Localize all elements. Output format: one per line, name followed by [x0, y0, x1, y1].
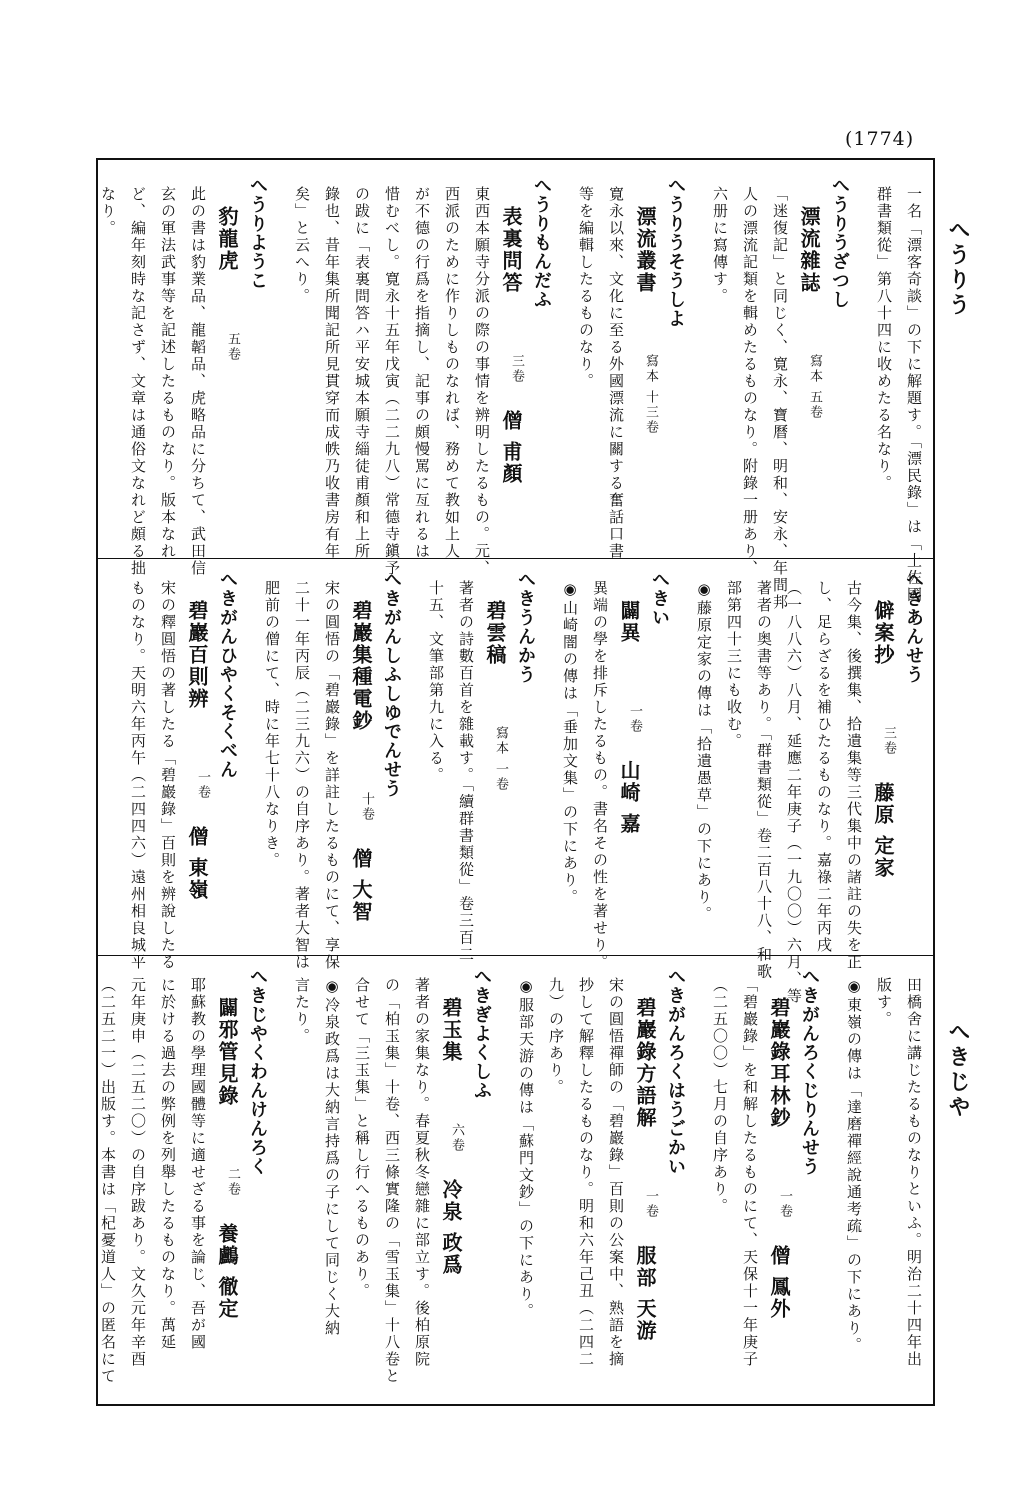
- dictionary-entry: [284, 176, 554, 577]
- entry-volumes: 寫本 五卷: [807, 354, 822, 421]
- entry-reading-heading: へきうんかう: [515, 570, 536, 684]
- dictionary-entry: [568, 176, 688, 560]
- entry-author: 僧 鳳外: [767, 1245, 791, 1320]
- entry-body-line: 宋の圓悟の「碧巖錄」を詳註したるものにて、享保: [323, 580, 341, 971]
- dictionary-entry: [90, 967, 270, 1385]
- entry-body-line: 人の漂流記類を輯めたるものなり。附錄一册あり、: [741, 186, 759, 577]
- entry-title: 表裏問答: [499, 206, 523, 294]
- entry-title: 豹龍虎: [215, 206, 239, 272]
- entry-title: 碧巖集種電鈔: [349, 600, 373, 732]
- dictionary-entry: [90, 176, 270, 577]
- entry-body-line: ◉藤原定家の傳は「拾遺愚草」の下にあり。: [695, 580, 713, 923]
- entry-body-line: ◉東嶺の傳は「達磨禪經說通考疏」の下にあり。: [845, 977, 863, 1354]
- entry-body-line: 寛永以來、文化に至る外國漂流に關する奮話口書: [607, 186, 625, 560]
- entry-reading-heading: へうりうざつし: [829, 176, 850, 309]
- entry-body-line: 等を編輯したるものなり。: [577, 186, 595, 390]
- entry-body-line: 田橋舍に講じたるものなりといふ。明治二十四年出: [905, 977, 923, 1368]
- entry-author: 藤原 定家: [871, 782, 895, 879]
- entry-author: 養鸕 徹定: [215, 1223, 239, 1320]
- entry-body-line: 「碧巖錄」を和解したるものにて、天保十一年庚子: [741, 977, 759, 1368]
- entry-body-line: 群書類從」第八十四に收めたる名なり。: [875, 186, 893, 492]
- entry-volumes: 一卷: [777, 1189, 792, 1219]
- entry-body-line: 著者の奥書等あり。「群書類從」卷二百八十八、和歌: [755, 580, 773, 981]
- entry-body-line: 言たり。: [293, 977, 311, 1045]
- entry-title-line: [216, 967, 242, 1320]
- entry-title-line: [500, 176, 526, 485]
- entry-reading-heading: へきがんろくじりんせう: [799, 967, 820, 1176]
- entry-body-line: なり。: [99, 186, 117, 237]
- entry-body-line: 此の書は豹業品、龍韜品、虎略品に分ちて、武田信: [189, 186, 207, 577]
- dictionary-entry: [508, 967, 688, 1368]
- entry-body-line: 元年庚申（二五二〇）の自序跋あり。文久元年辛酉: [129, 977, 147, 1368]
- entry-reading-heading: へうりうそうしよ: [665, 176, 686, 328]
- entry-body-line: 版す。: [875, 977, 893, 1028]
- entry-body-line: ◉冷泉政爲は大納言持爲の子にして同じく大納: [323, 977, 341, 1337]
- dictionary-entry: [284, 967, 494, 1385]
- entry-volumes: 十卷: [359, 792, 374, 822]
- dictionary-entry: [418, 570, 538, 964]
- entry-body-line: 古今集、後撰集、拾遺集等三代集中の諸註の失を正: [845, 580, 863, 971]
- entry-title: 碧巖錄耳林鈔: [767, 997, 791, 1129]
- entry-title-line: [618, 570, 644, 835]
- entry-volumes: 一卷: [627, 704, 642, 734]
- dictionary-entry: [254, 570, 404, 971]
- entry-body-line: （一八八六）八月、延應二年庚子（一九〇〇）六月、等: [785, 580, 803, 1005]
- entry-reading-heading: へきがんろくはうごかい: [665, 967, 686, 1176]
- dictionary-entry: [552, 570, 672, 971]
- entry-title: 僻案抄: [871, 600, 895, 666]
- entry-volumes: 五卷: [225, 332, 240, 362]
- entry-body-line: ◉服部天游の傳は「蘇門文鈔」の下にあり。: [517, 977, 535, 1320]
- entry-title: 碧巖錄方語解: [633, 997, 657, 1129]
- entry-body-line: ものなり。天明六年丙午（二四四六）遠州相良城平: [129, 580, 147, 971]
- entry-title: 闢異: [617, 600, 641, 644]
- band-bottom: [99, 967, 926, 1399]
- entry-body-line: 錄也、昔年集所聞記所見貫穿而成帙乃收書房有年: [323, 186, 341, 560]
- entry-reading-heading: へきがんひやくそくべん: [217, 570, 238, 779]
- entry-body-line: の「柏玉集」十卷、西三條實隆の「雪玉集」十八卷と: [383, 977, 401, 1385]
- entry-body-line: 一名「漂客奇談」の下に解題す。「漂民錄」は「土佐國: [905, 186, 923, 604]
- entry-body-line: 十五、文筆部第九に入る。: [427, 580, 445, 784]
- entry-body-line: 異端の學を排斥したるもの。書名その性を著せり。: [591, 580, 609, 971]
- entry-reading-heading: へきぎよくしふ: [471, 967, 492, 1100]
- entry-author: 僧 大智: [349, 848, 373, 923]
- side-index-bottom: へきじや: [945, 1020, 971, 1120]
- entry-title-line: [634, 176, 660, 435]
- entry-author: 僧 甫顏: [499, 410, 523, 485]
- entry-volumes: 六卷: [449, 1123, 464, 1153]
- entry-body-line: 宋の圓悟禪師の「碧巖錄」百則の公案中、熟語を摘: [607, 977, 625, 1368]
- entry-title-line: [350, 570, 376, 923]
- entry-volumes: 二卷: [225, 1167, 240, 1197]
- entry-body-line: 合せて「三玉集」と稱し行へるものあり。: [353, 977, 371, 1300]
- entry-volumes: 一卷: [643, 1189, 658, 1219]
- entry-body-line: 著者の詩數百首を雜載す。「續群書類從」卷三百二: [457, 580, 475, 964]
- entry-volumes: 一卷: [195, 770, 210, 800]
- entry-body-line: 六册に寫傳す。: [711, 186, 729, 305]
- entry-reading-heading: へきがんしふしゆでんせう: [381, 570, 402, 798]
- entry-title: 碧玉集: [439, 997, 463, 1063]
- entry-body-line: （二五二一）出版す。本書は「杞憂道人」の匿名にて: [99, 977, 117, 1385]
- entry-title-line: [798, 176, 824, 420]
- page-number: (1774): [845, 128, 915, 150]
- entry-title: 闢邪管見錄: [215, 997, 239, 1107]
- entry-title-line: [634, 967, 660, 1342]
- entry-reading-heading: へきい: [649, 570, 670, 627]
- side-index-top: へうりう: [945, 218, 971, 318]
- entry-title: 漂流雜誌: [797, 206, 821, 294]
- entry-title: 碧雲稿: [483, 600, 507, 666]
- entry-title-line: [768, 967, 794, 1320]
- dictionary-entry: [120, 570, 240, 971]
- entry-body-line: に於ける過去の弊例を列舉したるものなり。萬延: [159, 977, 177, 1351]
- entry-body-line: 矣」と云へり。: [293, 186, 311, 305]
- entry-body-line: 宋の釋圓悟の著したる「碧巖錄」百則を辨說したる: [159, 580, 177, 971]
- entry-body-line: が不德の行爲を指摘し、記事の頗慢罵に亙れるは: [413, 186, 431, 560]
- entry-body-line: の跋に「表裏問答ハ平安城本願寺緇徒甫顏和上所: [353, 186, 371, 560]
- dictionary-entry: [702, 967, 822, 1368]
- entry-author: 僧 東嶺: [185, 826, 209, 901]
- entry-title-line: [484, 570, 510, 792]
- entry-title-line: [186, 570, 212, 901]
- entry-body-line: 西派のために作りしものなれば、務めて教如上人: [443, 186, 461, 560]
- entry-volumes: 三卷: [509, 354, 524, 384]
- entry-body-line: 抄して解釋したるものなり。明和六年己丑（二四二: [577, 977, 595, 1368]
- entry-body-line: 耶蘇教の學理國體等に適せざる事を論じ、吾が國: [189, 977, 207, 1351]
- entry-body-line: 著者の家集なり。春夏秋冬戀雜に部立す。後柏原院: [413, 977, 431, 1368]
- entry-reading-heading: へきじやくわんけんろく: [247, 967, 268, 1176]
- dictionary-entry: [836, 967, 926, 1368]
- entry-reading-heading: へきあんせう: [903, 570, 924, 684]
- entry-body-line: 惜むべし。寛永十五年戊寅（二二九八）常德寺鎭予: [383, 186, 401, 577]
- dictionary-entry: [866, 176, 926, 604]
- entry-body-line: 玄の軍法武事等を記述したるものなり。版本なれ: [159, 186, 177, 560]
- entry-body-line: ど、編年刻時な記さず、文章は通俗文なれど頗る拙: [129, 186, 147, 577]
- entry-body-line: ◉山崎闇の傳は「垂加文集」の下にあり。: [561, 580, 579, 906]
- dictionary-entry: [686, 570, 926, 1005]
- entry-body-line: （二五〇〇）七月の自序あり。: [711, 977, 729, 1215]
- entry-title-line: [216, 176, 242, 362]
- entry-author: 冷泉 政爲: [439, 1179, 463, 1276]
- entry-volumes: 寫本 一卷: [493, 726, 508, 793]
- entry-body-line: 肥前の僧にて、時に年七十八なりき。: [263, 580, 281, 869]
- entry-body-line: 二十一年丙辰（二三九六）の自序あり。著者大智は: [293, 580, 311, 971]
- entry-body-line: 東西本願寺分派の際の事情を辨明したるもの。元、: [473, 186, 491, 577]
- entry-reading-heading: へうりようこ: [247, 176, 268, 290]
- entry-volumes: 三卷: [881, 726, 896, 756]
- entry-author: 服部 天游: [633, 1245, 657, 1342]
- dictionary-entry: [702, 176, 852, 611]
- entry-body-line: 「迷復記」と同じく、寛永、寶曆、明和、安永、年間邦: [771, 186, 789, 611]
- entry-title: 碧巖百則辨: [185, 600, 209, 710]
- entry-volumes: 寫本 十三卷: [643, 354, 658, 436]
- entry-title-line: [872, 570, 898, 879]
- entry-author: 山崎 嘉: [617, 760, 641, 835]
- entry-title: 漂流叢書: [633, 206, 657, 294]
- entry-title-line: [440, 967, 466, 1276]
- entry-reading-heading: へうりもんだふ: [531, 176, 552, 309]
- entry-body-line: 部第四十三にも收む。: [725, 580, 743, 750]
- entry-body-line: し、足らざるを補ひたるものなり。嘉祿二年丙戌: [815, 580, 833, 954]
- entry-body-line: 九）の序あり。: [547, 977, 565, 1096]
